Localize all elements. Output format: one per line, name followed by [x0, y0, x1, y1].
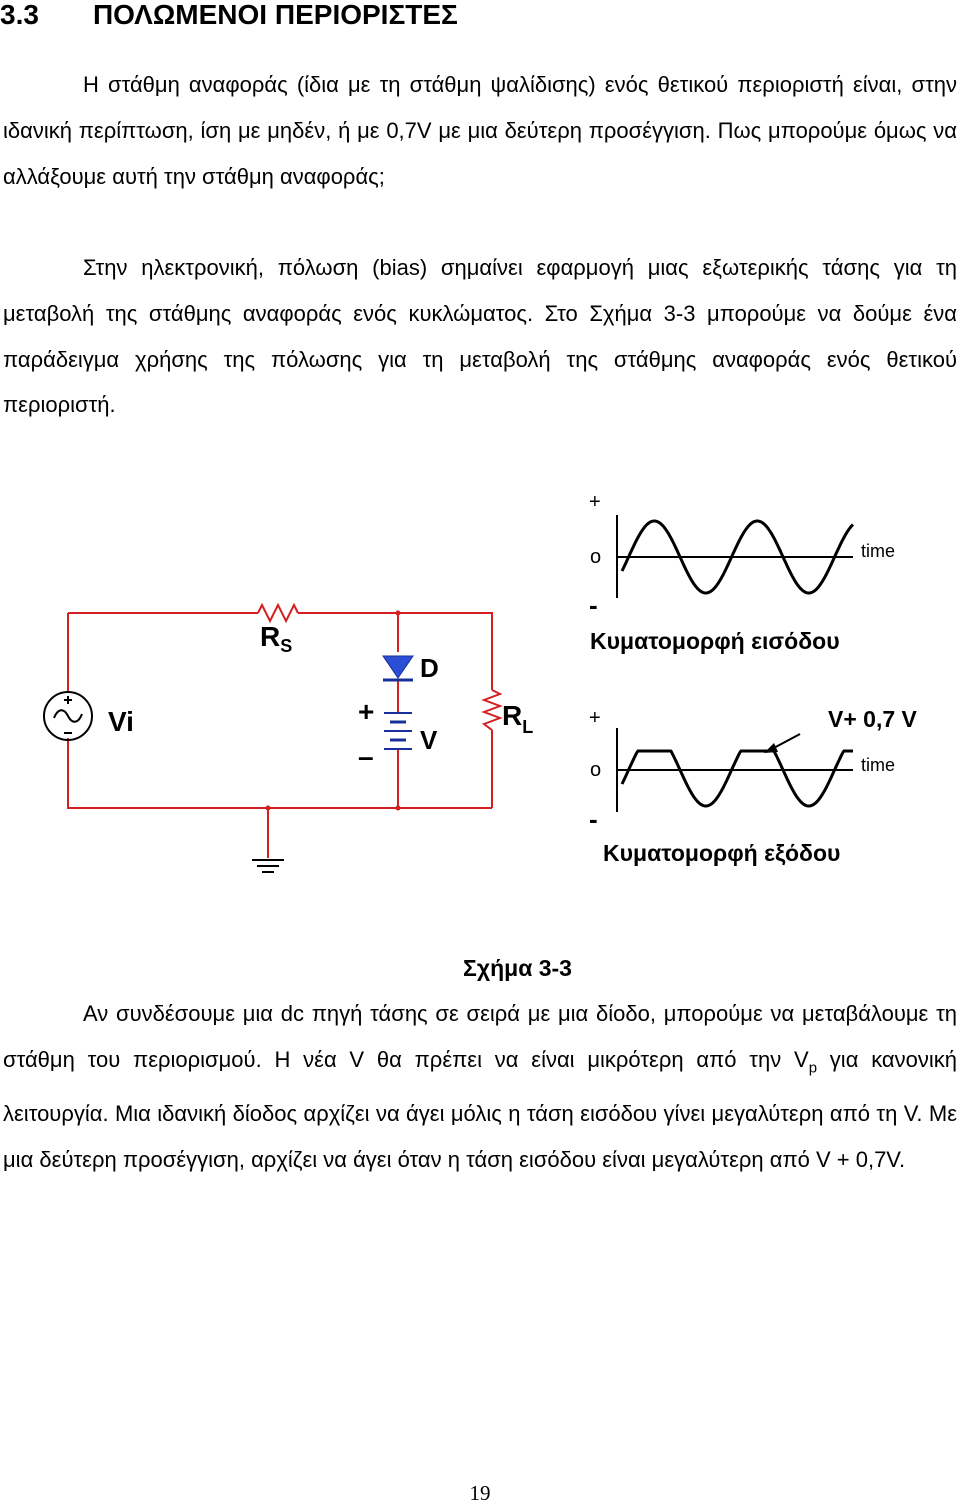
junction-dot [396, 806, 401, 811]
subscript-p: p [808, 1059, 818, 1077]
figure-caption: Σχήμα 3-3 [463, 955, 572, 981]
resistor-rl-icon [484, 690, 500, 730]
ground-icon [252, 860, 284, 872]
ac-source-icon [44, 692, 92, 740]
junction-dot [266, 806, 271, 811]
diode-label: D [420, 653, 439, 683]
input-time-label: time [861, 541, 896, 561]
source-label: Vi [108, 706, 134, 737]
section-number: 3.3 [0, 0, 39, 30]
diode-icon [383, 656, 413, 680]
page-number: 19 [469, 1481, 491, 1505]
battery-icon [384, 713, 412, 749]
clip-level-arrow-icon [764, 734, 800, 753]
input-plus-label: + [589, 491, 601, 513]
battery-label: V [420, 725, 438, 755]
battery-plus-label: + [358, 696, 375, 727]
output-waveform-caption: Κυματομορφή εξόδου [603, 840, 841, 866]
junction-dot [396, 611, 401, 616]
output-zero-label: o [590, 759, 602, 781]
input-minus-label: - [589, 590, 598, 620]
paragraph-2: Στην ηλεκτρονική, πόλωση (bias) σημαίνει εφαρμογή μιας εξωτερικής τάσης για τη μεταβολή της στάθμης αναφοράς ενός κυκλώματος. Στο Σχήμα 3-3 μπορούμε να δούμε ένα παράδειγμα χρήσης της πόλωσης για τη μεταβολή της στάθμης αναφοράς ενός θετικού περιοριστή. [3, 255, 957, 418]
output-clipped-wave [622, 751, 853, 806]
clip-level-label: V+ 0,7 V [828, 706, 917, 732]
battery-minus-label: – [358, 741, 374, 772]
input-waveform-caption: Κυματομορφή εισόδου [590, 628, 840, 654]
input-waveform-graph [589, 491, 895, 654]
resistor-rs-icon [258, 605, 298, 621]
output-time-label: time [861, 755, 896, 775]
output-waveform-graph [589, 706, 918, 866]
paragraph-3: Αν συνδέσουμε μια dc πηγή τάσης σε σειρά με μια δίοδο, μπορούμε να μεταβάλουμε τη στάθμη του περιορισμού. Η νέα V θα πρέπει να είναι μικρότερη από την $V_p$ για κανονική λειτουργία. Μια ιδανική δίοδος αρχίζει να άγει μόλις η τάση εισόδου γίνει μεγαλύτερη από τη V. Με μια δεύτερη προσέγγιση, αρχίζει να άγει όταν η τάση εισόδου είναι μεγαλύτερη από V + 0,7V. [3, 1001, 958, 1172]
resistor-rs-label: $R_S$ [260, 621, 293, 656]
wire-top-right [298, 613, 492, 690]
output-minus-label: - [589, 804, 598, 834]
load-resistor-label: $R_L$ [502, 700, 534, 737]
paragraph-1: Η στάθμη αναφοράς (ίδια με τη στάθμη ψαλίδισης) ενός θετικού περιοριστή είναι, στην ιδανική περίπτωση, ίση με μηδέν, ή με 0,7V με μια δεύτερη προσέγγιση. Πως μπορούμε όμως να αλλάξουμε αυτή την στάθμη αναφοράς; [3, 72, 957, 189]
input-zero-label: o [590, 546, 602, 568]
section-title: ΠΟΛΩΜΕΝΟΙ ΠΕΡΙΟΡΙΣΤΕΣ [92, 0, 458, 30]
output-plus-label: + [589, 707, 601, 729]
